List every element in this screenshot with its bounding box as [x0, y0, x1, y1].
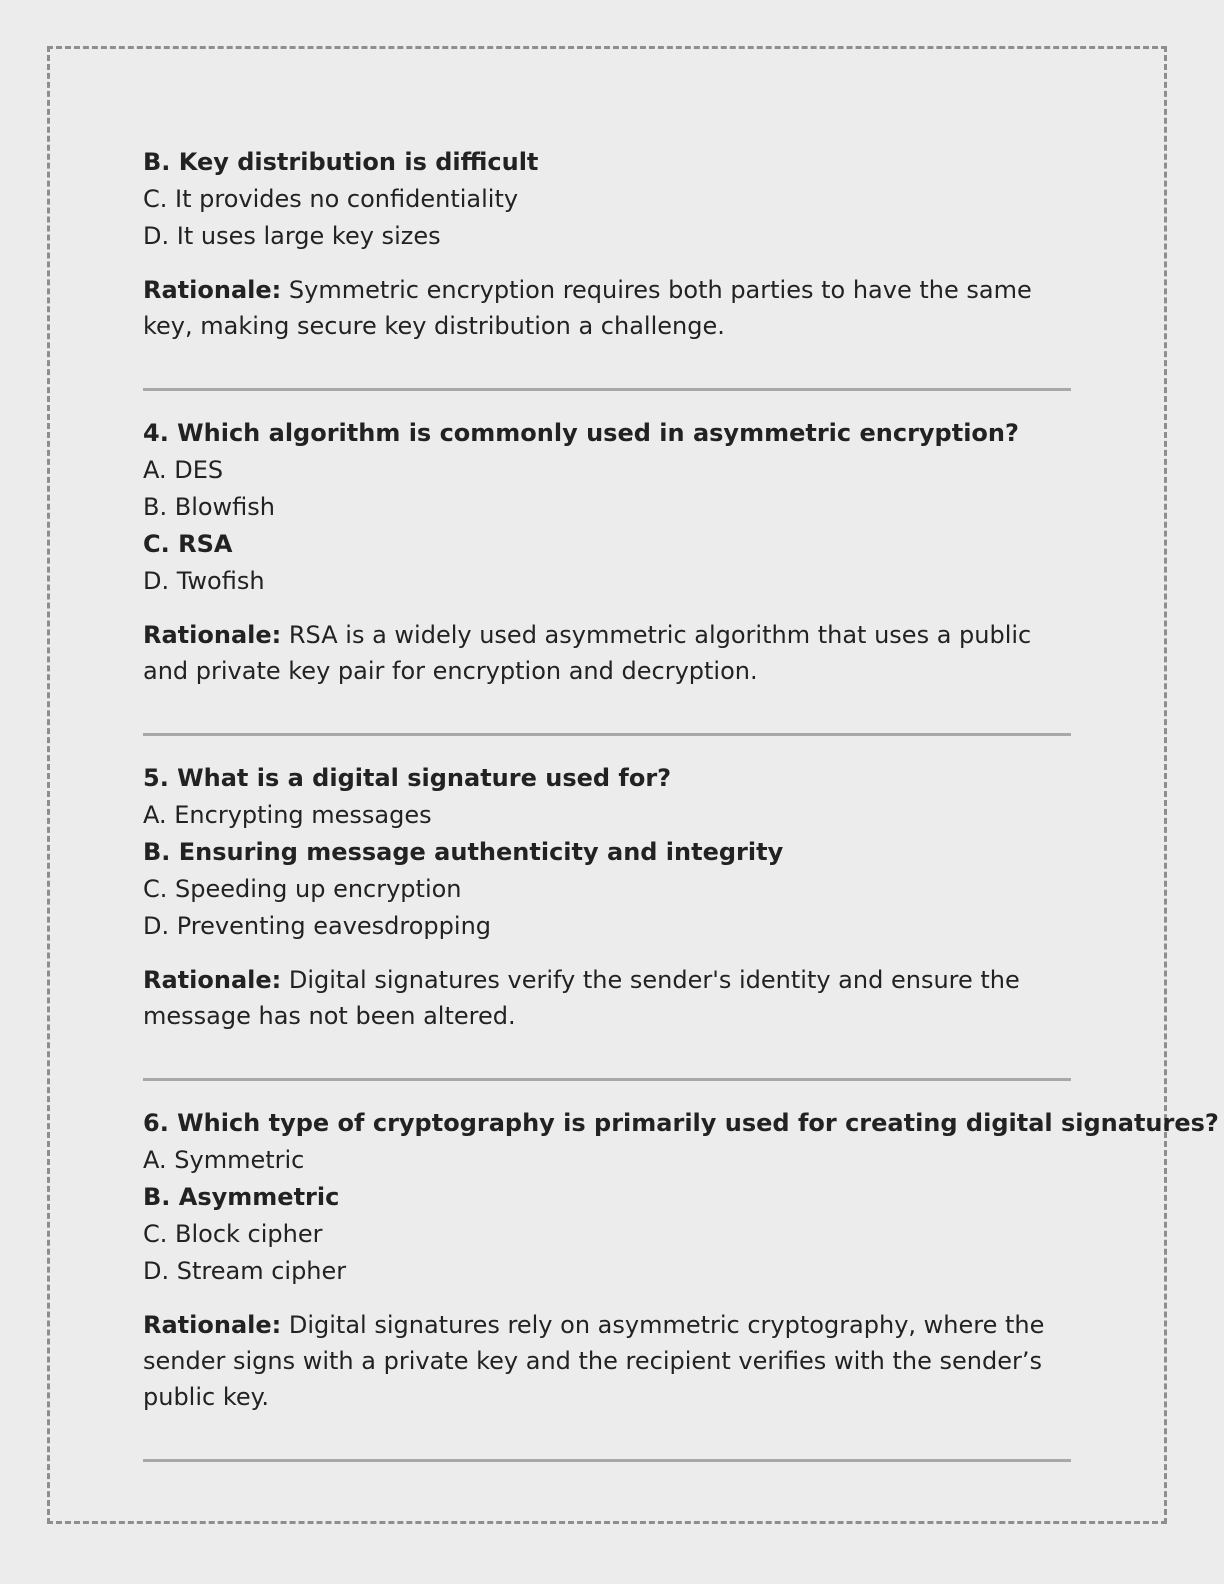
answer-option: D. It uses large key sizes: [143, 222, 441, 250]
answer-option: B. Blowfish: [143, 493, 275, 521]
divider: [143, 1459, 1071, 1462]
rationale: [143, 272, 1075, 344]
rationale-label: Rationale:: [143, 621, 282, 649]
rationale-text: RSA is a widely used asymmetric algorithm that uses a public and private key pair for encryption and decryption.: [143, 621, 1032, 685]
answer-option: D. Preventing eavesdropping: [143, 912, 492, 940]
answer-option: A. Symmetric: [143, 1146, 305, 1174]
quiz-content: [143, 144, 1219, 1486]
answer-option: D. Stream cipher: [143, 1257, 347, 1285]
divider: [143, 1078, 1071, 1081]
question-text: 6. Which type of cryptography is primarily used for creating digital signatures?: [143, 1109, 1219, 1137]
rationale: [143, 1307, 1075, 1415]
answer-option: C. It provides no confidentiality: [143, 185, 519, 213]
rationale-text: Digital signatures rely on asymmetric cryptography, where the sender signs with a private key and the recipient verifies with the sender’s public key.: [143, 1311, 1045, 1411]
question-text: 4. Which algorithm is commonly used in asymmetric encryption?: [143, 419, 1019, 447]
answer-option: C. Block cipher: [143, 1220, 323, 1248]
question-6: [143, 1105, 1219, 1462]
rationale-text: Symmetric encryption requires both parties to have the same key, making secure key distribution a challenge.: [143, 276, 1032, 340]
rationale-label: Rationale:: [143, 1311, 282, 1339]
answer-option-correct: B. Ensuring message authenticity and integrity: [143, 838, 784, 866]
answer-option: D. Twofish: [143, 567, 265, 595]
answer-option: A. Encrypting messages: [143, 801, 432, 829]
question-4: [143, 415, 1075, 736]
question-text: 5. What is a digital signature used for?: [143, 764, 672, 792]
rationale: [143, 962, 1075, 1034]
answer-option: C. Speeding up encryption: [143, 875, 462, 903]
rationale-label: Rationale:: [143, 276, 282, 304]
question-3-continuation: [143, 144, 1075, 391]
divider: [143, 388, 1071, 391]
rationale-text: Digital signatures verify the sender's identity and ensure the message has not been altered.: [143, 966, 1020, 1030]
answer-option: A. DES: [143, 456, 224, 484]
rationale: [143, 617, 1075, 689]
answer-option-correct: C. RSA: [143, 530, 233, 558]
answer-option-correct: B. Key distribution is difficult: [143, 148, 539, 176]
rationale-label: Rationale:: [143, 966, 282, 994]
answer-option-correct: B. Asymmetric: [143, 1183, 340, 1211]
divider: [143, 733, 1071, 736]
question-5: [143, 760, 1075, 1081]
